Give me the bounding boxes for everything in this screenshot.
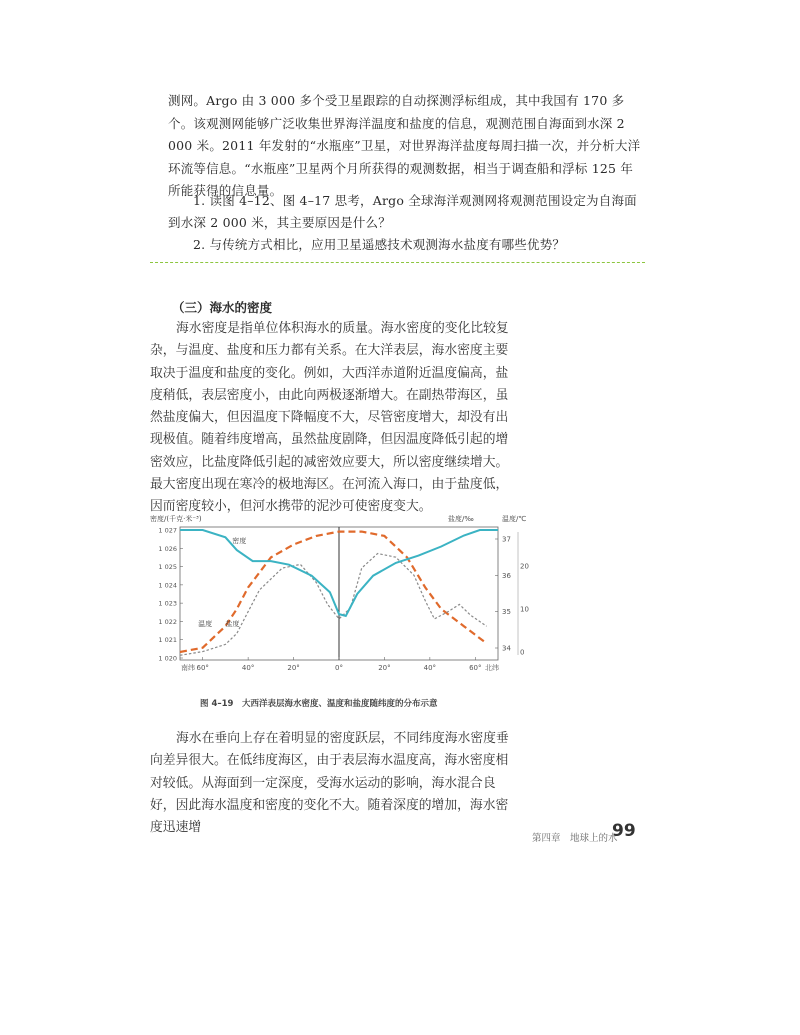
salinity-tick-label: 36 <box>502 571 511 580</box>
temperature-curve <box>180 532 487 652</box>
x-tick-label: 0° <box>335 664 343 672</box>
x-tick-label: 60° <box>196 664 209 672</box>
temperature-tick-label: 10 <box>520 605 529 614</box>
density-chart <box>148 512 548 682</box>
salinity-axis-title: 盐度/‰ <box>448 515 474 523</box>
density-tick-label: 1 023 <box>158 599 177 608</box>
temperature-curve-label: 温度 <box>198 620 213 629</box>
density-paragraph: 海水密度是指单位体积海水的质量。海水密度的变化比较复杂，与温度、盐度和压力都有关系。在大洋表层，海水密度主要取决于温度和盐度的变化。例如，大西洋赤道附近温度偏高，盐度稍低，表层密度小，由此向两极逐渐增大。在副热带海区，虽然盐度偏大，但因温度下降幅度不大，尽管密度增大，却没有出现极值。随着纬度增高，虽然盐度剧降，但因温度降低引起的增密效应，比盐度降低引起的减密效应要大，所以密度继续增大。最大密度出现在寒冷的极地海区。在河流入海口，由于盐度低，因而密度较小，但河水携带的泥沙可使密度变大。 <box>150 321 509 515</box>
salinity-tick-label: 37 <box>502 535 511 544</box>
x-tick-label: 20° <box>287 664 300 672</box>
density-tick-label: 1 020 <box>158 654 177 663</box>
question-2: 2. 与传统方式相比，应用卫星遥感技术观测海水盐度有哪些优势？ <box>193 237 566 252</box>
question-1: 1. 读图 4–12、图 4–17 思考，Argo 全球海洋观测网将观测范围设定为自海面到水深 2 000 米，其主要原因是什么？ <box>168 193 637 230</box>
salinity-tick-label: 35 <box>502 608 511 617</box>
salinity-tick-label: 34 <box>502 644 511 653</box>
density-axis-title: 密度/(千克·米⁻³) <box>150 515 202 523</box>
x-tick-label: 南纬 <box>181 664 195 672</box>
x-tick-label: 40° <box>241 664 255 672</box>
x-tick-label: 20° <box>378 664 391 672</box>
section-heading: （三）海水的密度 <box>172 300 273 315</box>
x-tick-label: 北纬 <box>485 664 499 672</box>
temperature-tick-label: 0 <box>520 648 525 657</box>
density-tick-label: 1 027 <box>158 526 177 535</box>
vertical-paragraph: 海水在垂向上存在着明显的密度跃层，不同纬度海水密度垂向差异很大。在低纬度海区，由于表层海水温度高，海水密度相对较低。从海面到一定深度，受海水运动的影响，海水混合良好，因此海水温度和密度的变化不大。随着深度的增加，海水密度迅速增 <box>150 731 509 836</box>
figure-caption: 图 4–19 大西洋表层海水密度、温度和盐度随纬度的分布示意 <box>200 699 438 709</box>
section-divider <box>150 262 645 263</box>
page-number: 99 <box>612 821 636 841</box>
density-tick-label: 1 024 <box>158 581 177 590</box>
density-tick-label: 1 026 <box>158 544 177 553</box>
temperature-axis-title: 温度/℃ <box>502 515 527 523</box>
density-tick-label: 1 025 <box>158 563 177 572</box>
density-curve-label: 密度 <box>232 536 247 545</box>
x-tick-label: 40° <box>423 664 437 672</box>
salinity-curve <box>180 554 487 656</box>
chapter-footer: 第四章 地球上的水 <box>532 833 618 844</box>
intro-paragraph: 测网。Argo 由 3 000 多个受卫星跟踪的自动探测浮标组成，其中我国有 170 多个。该观测网能够广泛收集世界海洋温度和盐度的信息，观测范围自海面到水深 2 000 米。2011 年发射的“水瓶座”卫星，对世界海洋盐度每周扫描一次，并分析大洋环流等信息。“水瓶座”卫星两个月所获得的观测数据，相当于调查船和浮标 125 年所能获得的信息量。 <box>168 93 641 198</box>
density-tick-label: 1 022 <box>158 617 177 626</box>
density-tick-label: 1 021 <box>158 636 177 645</box>
salinity-curve-label: 盐度 <box>225 620 240 629</box>
x-tick-label: 60° <box>469 664 482 672</box>
temperature-tick-label: 20 <box>520 562 529 571</box>
